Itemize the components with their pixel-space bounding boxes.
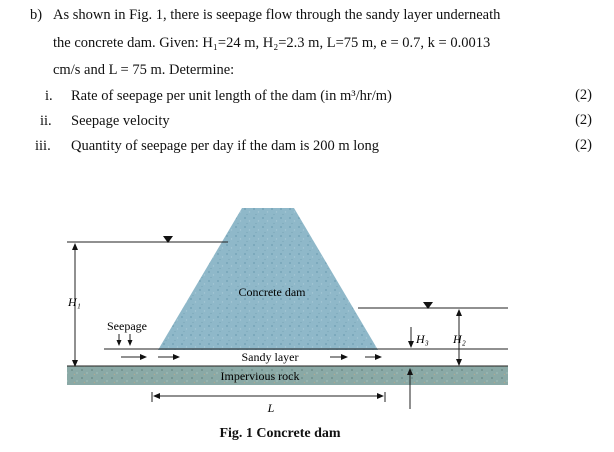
dam-label: Concrete dam	[238, 285, 306, 299]
question-line-3: cm/s and L = 75 m. Determine:	[53, 62, 235, 78]
question-label: b)	[30, 7, 43, 23]
concrete-dam-body	[158, 208, 378, 350]
l-label: L	[267, 401, 275, 415]
impervious-rock-label: Impervious rock	[220, 369, 300, 383]
sandy-layer-label: Sandy layer	[241, 350, 299, 364]
item-number-2: ii.	[40, 113, 52, 129]
flow-arrowhead-3	[341, 354, 348, 360]
l-arrow-left	[153, 393, 160, 399]
item-marks-3: (2)	[575, 137, 592, 153]
item-marks-1: (2)	[575, 87, 592, 103]
item-text-3: Quantity of seepage per day if the dam is 200 m long	[71, 138, 380, 154]
item-number-1: i.	[45, 88, 53, 104]
question-line-1: As shown in Fig. 1, there is seepage flow through the sandy layer underneath	[53, 7, 501, 23]
seepage-arrowhead-2	[128, 340, 133, 346]
h3-label: H₃	[416, 332, 429, 346]
figure-caption: Fig. 1 Concrete dam	[219, 426, 341, 441]
h3-arrowhead	[408, 341, 414, 348]
l-arrow-right	[377, 393, 384, 399]
h1-arrow-up	[72, 243, 78, 250]
h1-label: H₁	[68, 295, 81, 309]
seepage-label: Seepage	[107, 319, 147, 333]
flow-arrowhead-1	[140, 354, 147, 360]
item-text-1: Rate of seepage per unit length of the dam (in m³/hr/m)	[71, 88, 392, 104]
question-line-2: the concrete dam. Given: H₁=24 m, H₂=2.3 m, L=75 m, e = 0.7, k = 0.0013	[53, 35, 491, 51]
item-text-2: Seepage velocity	[71, 113, 170, 129]
h2-label: H₂	[453, 332, 466, 346]
h2-arrow-up	[456, 309, 462, 316]
item-marks-2: (2)	[575, 112, 592, 128]
flow-arrowhead-2	[173, 354, 180, 360]
h2-arrow-down	[456, 359, 462, 366]
seepage-arrowhead-1	[117, 340, 122, 346]
flow-arrowhead-4	[375, 354, 382, 360]
item-number-3: iii.	[35, 138, 51, 154]
